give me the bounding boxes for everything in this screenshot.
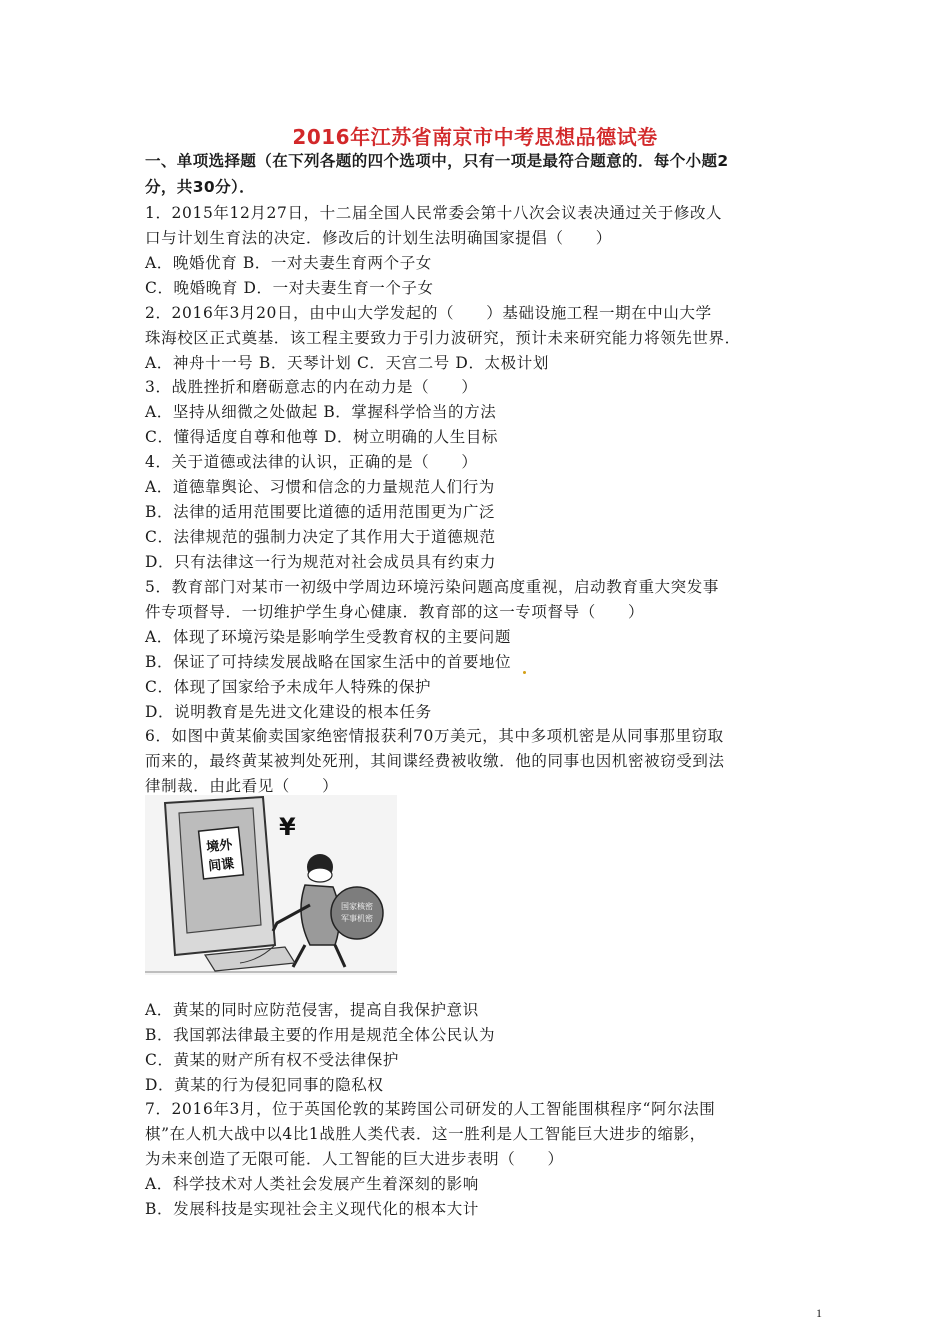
screen-label-1: 境外	[205, 837, 234, 856]
q5-option-d: D．说明教育是先进文化建设的根本任务	[145, 703, 432, 721]
screen-label-2: 间谍	[207, 856, 236, 875]
q5-stem: 5．教育部门对某市一初级中学周边环境污染问题高度重视，启动教育重大突发事	[145, 578, 719, 596]
q5-option-b: B．保证了可持续发展战略在国家生活中的首要地位	[145, 653, 512, 671]
q7-option-a: A．科学技术对人类社会发展产生着深刻的影响	[145, 1175, 479, 1193]
q2-options: A．神舟十一号 B．天琴计划 C．天宫二号 D．太极计划	[145, 354, 549, 372]
q6-stem: 6．如图中黄某偷卖国家绝密情报获利70万美元，其中多项机密是从同事那里窃取	[145, 727, 724, 745]
q4-option-c: C．法律规范的强制力决定了其作用大于道德规范	[145, 528, 496, 546]
q6-option-a: A．黄某的同时应防范侵害，提高自我保护意识	[145, 1001, 479, 1019]
spy-cartoon-figure	[145, 795, 397, 975]
q3-stem: 3．战胜挫折和磨砺意志的内在动力是（ ）	[145, 378, 478, 396]
q5-option-a: A．体现了环境污染是影响学生受教育权的主要问题	[145, 628, 511, 646]
q1-stem: 1．2015年12月27日，十二届全国人民常委会第十八次会议表决通过关于修改人	[145, 204, 723, 222]
q1-options-cd: C．晚婚晚育 D．一对夫妻生育一个子女	[145, 279, 434, 297]
page-number: 1	[816, 1306, 822, 1320]
q6-stem-cont: 而来的，最终黄某被判处死刑，其间谍经费被收缴．他的同事也因机密被窃受到法	[145, 752, 725, 770]
section-heading-cont: 分，共30分）．	[145, 178, 256, 196]
q6-option-c: C．黄某的财产所有权不受法律保护	[145, 1051, 399, 1069]
q7-stem-cont: 棋”在人机大战中以4比1战胜人类代表．这一胜利是人工智能巨大进步的缩影，	[145, 1125, 706, 1143]
q2-stem: 2．2016年3月20日，由中山大学发起的（ ）基础设施工程一期在中山大学	[145, 304, 712, 322]
yen-symbol: ¥	[279, 813, 296, 841]
q5-stem-cont: 件专项督导．一切维护学生身心健康．教育部的这一专项督导（ ）	[145, 603, 645, 621]
q7-stem-cont2: 为未来创造了无限可能．人工智能的巨大进步表明（ ）	[145, 1150, 564, 1168]
stray-mark	[523, 671, 526, 674]
q4-stem: 4．关于道德或法律的认识，正确的是（ ）	[145, 453, 478, 471]
section-heading: 一、单项选择题（在下列各题的四个选项中，只有一项是最符合题意的．每个小题2	[145, 152, 729, 170]
q6-option-d: D．黄某的行为侵犯同事的隐私权	[145, 1076, 384, 1094]
q5-option-c: C．体现了国家给予未成年人特殊的保护	[145, 678, 432, 696]
q7-stem: 7．2016年3月，位于英国伦敦的某跨国公司研发的人工智能围棋程序“阿尔法围	[145, 1100, 716, 1118]
q1-stem-cont: 口与计划生育法的决定．修改后的计划生法明确国家提倡（ ）	[145, 229, 612, 247]
q3-options-cd: C．懂得适度自尊和他尊 D．树立明确的人生目标	[145, 428, 499, 446]
q6-option-b: B．我国郭法律最主要的作用是规范全体公民认为	[145, 1026, 496, 1044]
q4-option-d: D．只有法律这一行为规范对社会成员具有约束力	[145, 553, 497, 571]
q7-option-b: B．发展科技是实现社会主义现代化的根本大计	[145, 1200, 479, 1218]
page-title: 2016年江苏省南京市中考思想品德试卷	[292, 125, 658, 149]
bag-label-2: 军事机密	[341, 914, 373, 923]
q1-options-ab: A．晚婚优育 B．一对夫妻生育两个子女	[145, 254, 432, 272]
q4-option-a: A．道德靠舆论、习惯和信念的力量规范人们行为	[145, 478, 495, 496]
q6-stem-cont2: 律制裁．由此看见（ ）	[145, 777, 339, 795]
q3-options-ab: A．坚持从细微之处做起 B．掌握科学恰当的方法	[145, 403, 497, 421]
q4-option-b: B．法律的适用范围要比道德的适用范围更为广泛	[145, 503, 496, 521]
bag-label-1: 国家核密	[341, 902, 373, 911]
q2-stem-cont: 珠海校区正式奠基．该工程主要致力于引力波研究，预计未来研究能力将领先世界．	[145, 329, 741, 347]
